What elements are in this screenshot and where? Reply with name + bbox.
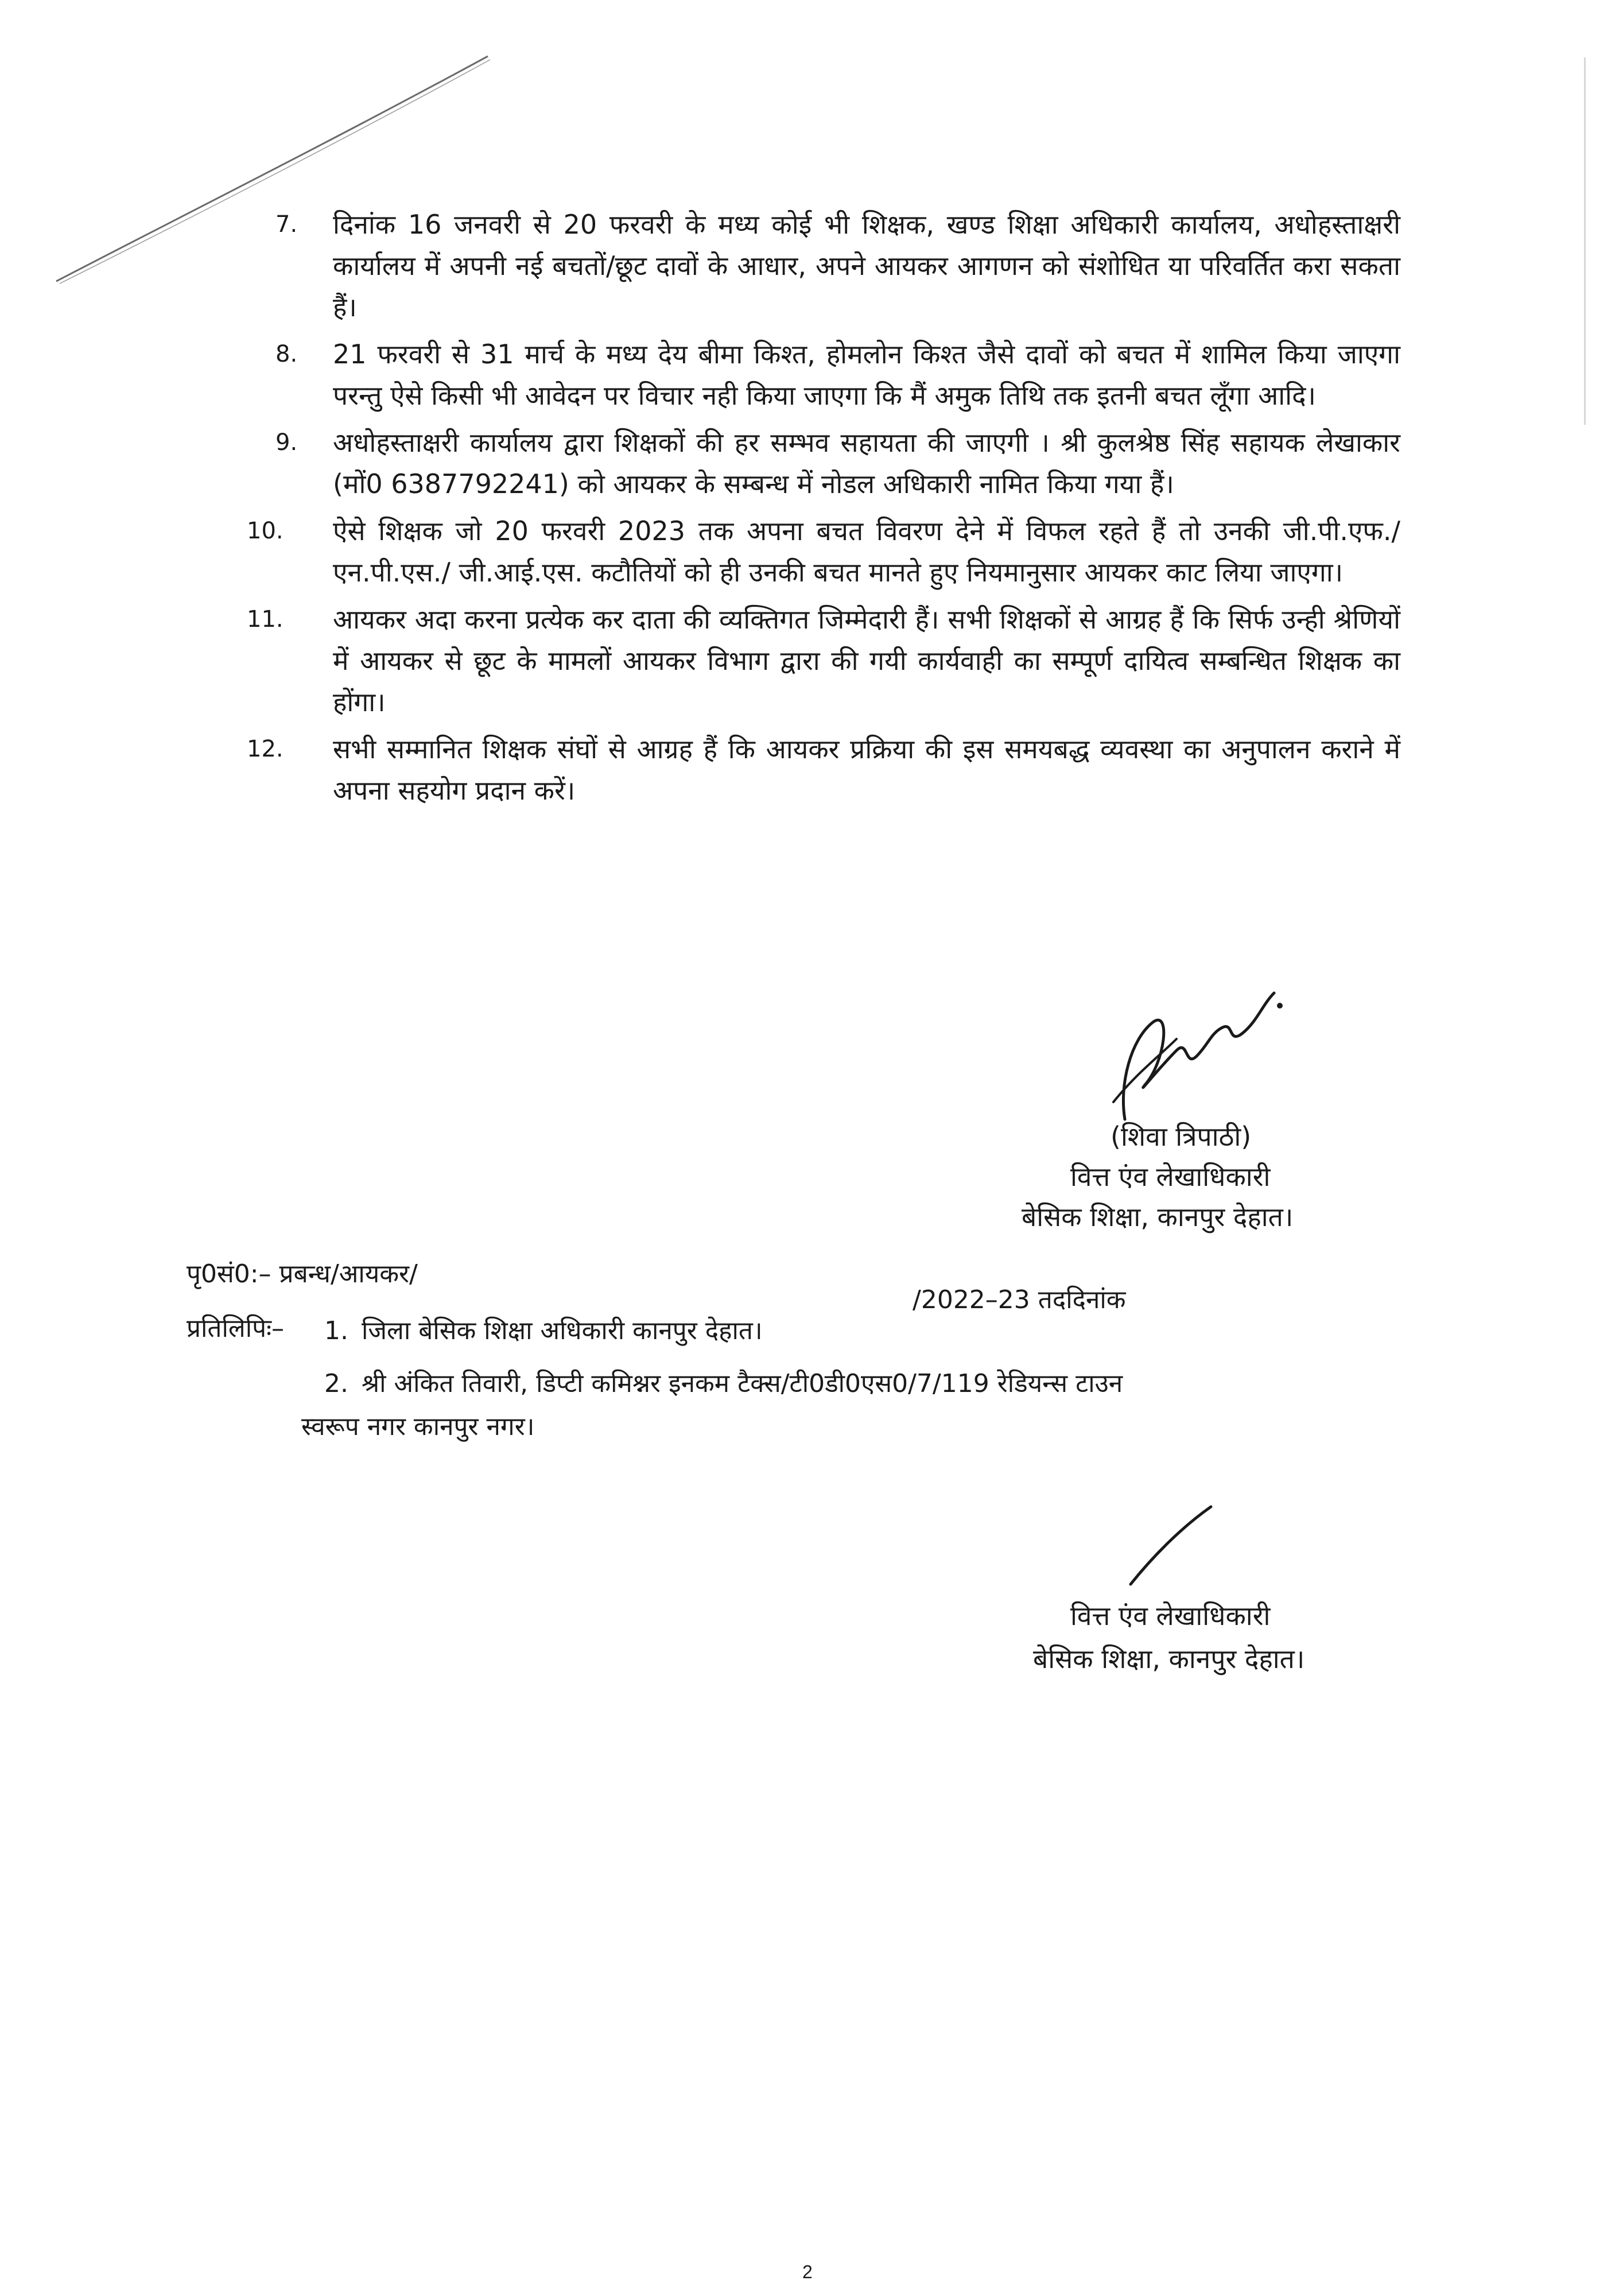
item-number: 9. xyxy=(275,429,298,456)
copy-item-number: 1. xyxy=(324,1316,348,1345)
reference-date: /2022–23 तददिनांक xyxy=(913,1285,1126,1314)
footer-office: बेसिक शिक्षा, कानपुर देहात। xyxy=(1033,1643,1305,1674)
copy-item-number: 2. xyxy=(324,1369,348,1398)
copy-to-label: प्रतिलिपिः– xyxy=(187,1314,285,1343)
item-text: सभी सम्मानित शिक्षक संघों से आग्रह हैं कि आयकर प्रक्रिया की इस समयबद्ध व्यवस्था का अनुपालन कराने में अपना सहयोग प्रदान करें। xyxy=(333,734,1400,806)
signatory-name: (शिवा त्रिपाठी) xyxy=(1111,1121,1252,1152)
list-item xyxy=(253,204,1400,328)
page-number: 2 xyxy=(802,2262,813,2282)
item-number: 10. xyxy=(247,518,284,544)
list-item xyxy=(247,510,1400,593)
handwritten-signature xyxy=(1090,970,1297,1142)
item-number: 11. xyxy=(247,606,284,633)
list-item xyxy=(247,728,1400,811)
signatory-designation: वित्त एंव लेखाधिकारी xyxy=(1070,1161,1271,1192)
list-item xyxy=(247,599,1400,723)
reference-number: पृ0सं0:– प्रबन्ध/आयकर/ xyxy=(187,1259,418,1289)
initial-tick-mark xyxy=(1125,1504,1217,1590)
footer-designation: वित्त एंव लेखाधिकारी xyxy=(1070,1600,1271,1631)
list-item xyxy=(253,422,1400,505)
item-text: 21 फरवरी से 31 मार्च के मध्य देय बीमा किश्त, होमलोन किश्त जैसे दावों को बचत में शामिल किया जाएगा परन्तु ऐसे किसी भी आवेदन पर विचार नही किया जाएगा कि मैं अमुक तिथि तक इतनी बचत लूँगा आदि। xyxy=(333,339,1400,411)
item-text: ऐसे शिक्षक जो 20 फरवरी 2023 तक अपना बचत विवरण देने में विफल रहते हैं तो उनकी जी.पी.एफ./ एन.पी.एस./ जी.आई.एस. कटौतियों को ही उनकी बचत मानते हुए नियमानुसार आयकर काट लिया जाएगा। xyxy=(333,515,1400,588)
copy-item-text: श्री अंकित तिवारी, डिप्टी कमिश्नर इनकम टैक्स/टी0डी0एस0/7/119 रेडियन्स टाउन xyxy=(362,1369,1123,1398)
item-number: 12. xyxy=(247,736,284,762)
copy-item-text: जिला बेसिक शिक्षा अधिकारी कानपुर देहात। xyxy=(362,1316,763,1345)
item-number: 7. xyxy=(275,211,298,238)
item-text: दिनांक 16 जनवरी से 20 फरवरी के मध्य कोई भी शिक्षक, खण्ड शिक्षा अधिकारी कार्यालय, अधोहस्ताक्षरी कार्यालय में अपनी नई बचतों/छूट दावों के आधार, अपने आयकर आगणन को संशोधित या परिवर्तित करा सकता हैं। xyxy=(333,209,1400,323)
instructions-list xyxy=(247,204,1400,817)
item-number: 8. xyxy=(275,341,298,367)
item-text: अधोहस्ताक्षरी कार्यालय द्वारा शिक्षकों की हर सम्भव सहायता की जाएगी । श्री कुलश्रेष्ठ सिंह सहायक लेखाकार (मों0 6387792241) को आयकर के सम्बन्ध में नोडल अधिकारी नामित किया गया हैं। xyxy=(333,427,1400,499)
scan-margin-line xyxy=(1584,57,1586,425)
list-item xyxy=(253,333,1400,416)
item-text: आयकर अदा करना प्रत्येक कर दाता की व्यक्तिगत जिम्मेदारी हैं। सभी शिक्षकों से आग्रह हैं कि सिर्फ उन्ही श्रेणियों में आयकर से छूट के मामलों आयकर विभाग द्वारा की गयी कार्यवाही का सम्पूर्ण दायित्व सम्बन्धित शिक्षक का होंगा। xyxy=(333,604,1400,718)
copy-item-text-continued: स्वरूप नगर कानपुर नगर। xyxy=(301,1412,535,1441)
signatory-office: बेसिक शिक्षा, कानपुर देहात। xyxy=(1022,1201,1294,1232)
